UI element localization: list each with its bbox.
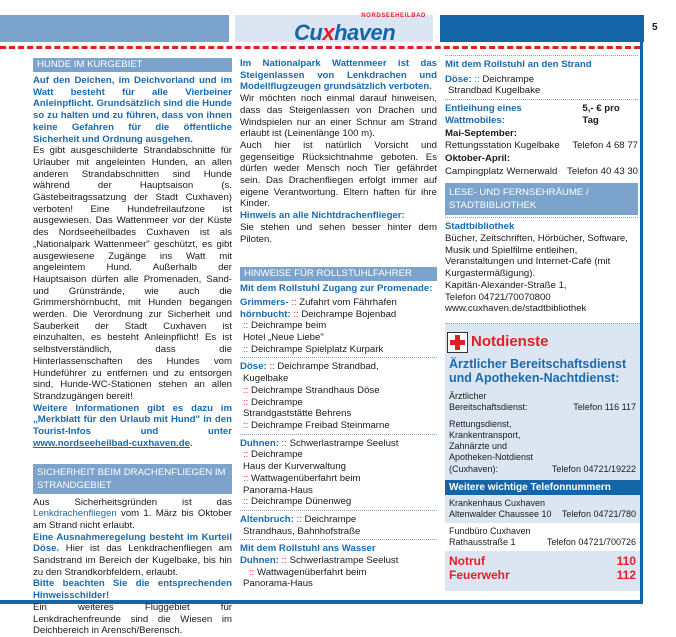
season-label: Mai-September: [445, 127, 517, 139]
section-header-wheelchair: HINWEISE FÜR ROLLSTUHLFAHRER [240, 267, 437, 281]
logo-subtitle: NORDSEEHEILBAD [361, 13, 426, 19]
non-flyer-text: Sie stehen und sehen besser hinter dem Piloten. [240, 221, 437, 245]
dogs-intro: Auf den Deichen, im Deichvorland und im Watt besteht für alle Vierbeiner Anleinpflicht. Grundsätzlich sind die Hunde so zu halten und zu führen, dass von ihnen keine Gefahren für die öffentliche Sicherheit und Ordnung ausgehen. [33, 75, 232, 145]
library-phone: Telefon 04721/70070800 [445, 291, 551, 303]
non-flyer-heading: Hinweis an alle Nichtdrachenflieger: [240, 210, 405, 222]
rental-row: Campingplatz Wernerwald Telefon 40 43 30 [445, 165, 638, 177]
phone-numbers-header: Weitere wichtige Telefonnummern [445, 480, 640, 495]
column-dogs [33, 58, 232, 637]
lost-found-entry: Fundbüro Cuxhaven Rathausstraße 1 Telefon 04721/700726 [445, 523, 640, 551]
beach-item: Strandbad Kugelbake [448, 85, 541, 97]
dotted-divider [240, 357, 437, 358]
header-band-right [440, 15, 644, 42]
doctor-row: Ärztlicher Bereitschaftsdienst: Telefon 116 117 [449, 390, 636, 413]
cuxhaven-logo [292, 13, 432, 45]
list-doese: Döse: :: Deichrampe Strandbad, Kugelbake :: Deichrampe Strandhaus Döse :: Deichrampe Strandgaststätte Behrens :: Deichrampe Freibad Steinmarne [240, 361, 390, 431]
wattmobile-row: Entleihung eines Wattmobiles: 5,- € pro Tag [445, 103, 620, 126]
column-kites-wheelchair [240, 58, 437, 590]
fire-dept-row: Feuerwehr 112 [449, 568, 636, 583]
library-text: Bücher, Zeitschriften, Hörbücher, Software, Musik und Spielfilme entleihen, Veranstaltungen und Internet-Café (mit Kurgastermäßigung). [445, 233, 628, 280]
section-header-library: LESE- UND FERNSEHRÄUME / STADTBIBLIOTHEK [445, 183, 638, 215]
kite-text: Wir möchten noch einmal darauf hinweisen, dass das Steigenlassen von Drachen und Windspielen nur an einer Schnur am Strand erlaubt ist (Leinenlänge 100 m). [240, 93, 437, 140]
list-water: Duhnen: :: Schwerlastrampe Seelust :: Wattwagenüberfahrt beim Panorama-Haus [240, 555, 399, 590]
right-border [640, 42, 643, 604]
beach-heading: Mit dem Rollstuhl an den Strand [445, 59, 592, 70]
emergency-heading: Ärztlicher Bereitschaftsdienst und Apotheken-Nachtdienst: [449, 356, 627, 385]
beach-row: Döse: :: Deichrampe [445, 73, 535, 85]
emergency-title: Notdienste [471, 333, 549, 351]
season-label: Oktober-April: [445, 152, 511, 164]
list-altenbruch: Altenbruch: :: Deichrampe Strandhaus, Bahnhofstraße [240, 513, 361, 537]
national-park-notice: Im Nationalpark Wattenmeer ist das Steigenlassen von Lenkdrachen und Modellflugzeugen grundsätzlich verboten. [240, 58, 437, 93]
promenade-heading: Mit dem Rollstuhl Zugang zur Promenade: [240, 283, 433, 295]
header-band-left [0, 15, 229, 42]
rental-row: Rettungsstation Kugelbake Telefon 4 68 77 [445, 140, 638, 152]
dogs-text: Es gibt ausgeschilderte Strandabschnitte für Urlauber mit angeleinten Hunden, an allen anderen Strandabschnitten sind Hunde während der Hauptsaison (s. Gästebeitragssatzung der Stadt Cuxhaven) verboten! Eine Hundefreilaufzone ist ausgewiesen. Das Wattenmeer vor der Küste des Nordseeheilbades Cuxhaven ist als „Nationalpark Wattenmeer" geschützt, es gibt ausgewiesene Zugänge ins Watt mit angeleintem Hund. Außerhalb der Hauptsaison dürfen alle Promenaden, Sand- und Grünstrände, wie auch die Grimmershörnbucht, mit Hunden begangen werden. Die Verordnung zur Sicherheit und Sauberkeit der Stadt Cuxhaven ist einzuhalten, es besteht Anleinpflicht! Es ist selbstverständlich, dass die Hinterlassenschaften des Hundes vom Hundeführer zu entfernen und zu entsorgen sind, Hunde-WC-Stationen stehen an allen Strandzugängen bereit! [33, 145, 232, 402]
library-address: Kapitän-Alexander-Straße 1, [445, 279, 567, 291]
dotted-divider [445, 217, 638, 218]
kites-text-1: Aus Sicherheitsgründen ist das Lenkdrachenfliegen vom 1. März bis Oktober am Strand nicht erlaubt. [33, 496, 232, 531]
dotted-divider [445, 99, 638, 100]
dotted-divider [240, 434, 437, 435]
list-duhnen: Duhnen: :: Schwerlastrampe Seelust :: Deichrampe Haus der Kurverwaltung :: Wattwagenüberfahrt beim Panorama-Haus :: Deichrampe Dünenweg [240, 437, 399, 508]
logo-text: Cuxhaven [294, 20, 396, 45]
rescue-row: Rettungsdienst, Krankentransport, Zahnärzte und Apotheken-Notdienst (Cuxhaven): Telefon 04721/19222 [449, 418, 636, 474]
kites-text-3: Ein weiteres Fluggebiet für Lenkdrachenfreunde sind die Wiesen im Deichbereich in Arensch/Berensch. [33, 601, 232, 637]
water-heading: Mit dem Rollstuhl ans Wasser [240, 543, 376, 555]
hospital-entry: Krankenhaus Cuxhaven Altenwalder Chaussee 10 Telefon 04721/780 [449, 498, 636, 520]
dashed-divider [0, 46, 640, 49]
library-website[interactable]: www.cuxhaven.de/stadtbibliothek [445, 303, 587, 315]
kites-notice: Bitte beachten Sie die entsprechenden Hinweisschilder! [33, 578, 232, 602]
section-header-kites: SICHERHEIT BEIM DRACHENFLIEGEN IM STRANDGEBIET [33, 464, 232, 494]
dotted-divider [445, 55, 638, 56]
page-number: 5 [652, 22, 658, 33]
column-beach-library [445, 53, 638, 591]
website-link[interactable]: www.nordseeheilbad-cuxhaven.de [33, 437, 190, 449]
dotted-divider [240, 510, 437, 511]
library-title: Stadtbibliothek [445, 221, 515, 233]
emergency-call-row: Notruf 110 [449, 554, 636, 569]
dogs-info: Weitere Informationen gibt es dazu im „Merkblatt für den Urlaub mit Hund" in den Tourist-Infos und unter www.nordseeheilbad-cuxhaven.de. [33, 402, 232, 449]
section-header-dogs: HUNDE IM KURGEBIET [33, 58, 232, 72]
dotted-divider [240, 539, 437, 540]
emergency-box [445, 323, 640, 591]
kite-text-2: Auch hier ist natürlich Vorsicht und gegenseitige Rücksichtnahme geboten. Es dürfen weder Mensch noch Tier gefährdet sein. Das Drachenfliegen erfolgt immer auf eigene Verantwortung. Eltern haften für ihre Kinder. [240, 139, 437, 210]
list-grimmershoern: Grimmers- :: Zufahrt vom Fährhafen hörnbucht: :: Deichrampe Bojenbad :: Deichrampe beim Hotel „Neue Liebe" :: Deichrampe Spielplatz Kurpark [240, 296, 397, 355]
red-cross-icon [447, 332, 468, 353]
kites-text-2: Eine Ausnahmeregelung besteht im Kurteil Döse. Hier ist das Lenkdrachenfliegen am Sandstrand im Bereich der Kugelbake, bis hin zu den Strandkorbfeldern, erlaubt. [33, 531, 232, 578]
